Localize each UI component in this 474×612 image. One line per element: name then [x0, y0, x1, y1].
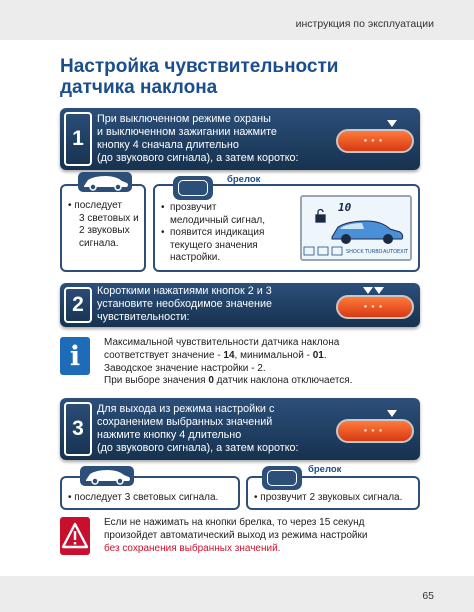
fob-button-4-icon: ●●● — [336, 129, 414, 153]
remote-signal-item — [161, 202, 265, 227]
info-fragment: . — [323, 349, 327, 361]
car-display-icon — [332, 221, 403, 244]
info-line — [104, 375, 353, 388]
info-fragment: При выборе значения — [104, 375, 209, 387]
page-number: 65 — [422, 590, 434, 602]
lcd-status-icons — [304, 247, 409, 255]
lcd-shock-label: SHOCK — [346, 249, 364, 255]
step-3-line: Для выхода из режима настройки с — [97, 403, 275, 415]
step-3-line: нажмите кнопку 4 длительно — [97, 429, 242, 441]
step-3-number: 3 — [64, 402, 92, 456]
footer-bar — [0, 576, 474, 612]
info-line: Максимальной чувствительности датчика наклона — [104, 337, 340, 348]
remote-signal-line: прозвучит — [170, 202, 217, 213]
lcd-turbo-label: TURBO — [365, 249, 383, 255]
fob-button-4-icon: ●●● — [336, 419, 414, 443]
remote-signal-item — [161, 227, 265, 265]
step-1-number: 1 — [64, 112, 92, 166]
info-zero-value: 0 — [208, 375, 214, 387]
info-icon: i — [60, 337, 90, 375]
remote-final-signals-box — [246, 464, 420, 510]
remote-signal-line: настройки. — [170, 252, 221, 264]
info-fragment: соответствует значение - — [104, 349, 224, 361]
car-final-signals-box — [60, 476, 240, 510]
lock-icon — [316, 210, 325, 223]
remote-signals-box — [153, 174, 420, 272]
remote-signal-line: появится индикация — [170, 227, 265, 239]
step-3-panel — [60, 398, 420, 460]
info-fragment: датчик наклона отключается. — [213, 375, 353, 387]
info-line: Заводское значение настройки - 2. — [104, 362, 266, 374]
press-long-arrow-icon — [387, 120, 397, 127]
car-signals-box — [60, 184, 146, 272]
step-1-line: кнопку 4 сначала длительно — [97, 139, 239, 151]
page-title-line-2: датчика наклона — [60, 77, 218, 98]
step-2-panel — [60, 283, 420, 327]
step-1-text — [97, 113, 299, 165]
car-signals-text — [68, 200, 139, 250]
step-2-text — [97, 285, 272, 324]
remote-final-signals-text: • прозвучит 2 звуковых сигнала. — [254, 492, 403, 503]
warning-line: произойдет автоматический выход из режима настройки — [104, 529, 368, 541]
info-line — [104, 350, 353, 363]
step-3-line: (до звукового сигнала), а затем коротко: — [97, 442, 299, 454]
step-1-line: (до звукового сигнала), а затем коротко: — [97, 152, 299, 164]
car-signals-line: сигнала. — [79, 237, 119, 249]
page-title-line-1: Настройка чувствительности — [60, 56, 339, 77]
car-signals-line: 3 световых и — [79, 212, 139, 224]
lcd-value: 10 — [338, 201, 352, 214]
car-signals-line: • последует — [68, 200, 122, 211]
car-signals-line: 2 звуковых — [79, 225, 130, 237]
warning-line: Если не нажимать на кнопки брелка, то через 15 секунд — [104, 517, 365, 528]
header-text: инструкция по эксплуатации — [295, 18, 434, 30]
remote-label: брелок — [308, 464, 342, 475]
step-1-panel — [60, 108, 420, 170]
remote-fob-icon — [262, 466, 302, 490]
bullet: • — [161, 227, 165, 239]
car-icon — [80, 466, 134, 486]
step-1-line: При выключенном режиме охраны — [97, 113, 271, 125]
info-max-value: 14 — [223, 349, 235, 361]
page-title — [60, 56, 360, 98]
step-1-line: и выключенном зажигании нажмите — [97, 126, 277, 138]
step-2-number: 2 — [64, 287, 92, 323]
lcd-auto-label: AUTO — [383, 249, 398, 255]
info-text — [104, 337, 353, 388]
remote-lcd-display — [300, 195, 412, 261]
remote-fob-icon — [173, 176, 213, 200]
remote-signal-line: текущего значения — [170, 239, 258, 251]
car-final-signals-text: • последует 3 световых сигнала. — [68, 492, 219, 503]
remote-signals-text — [161, 202, 265, 265]
press-short-arrow-icon — [363, 287, 373, 294]
step-2-line: Короткими нажатиями кнопок 2 и 3 — [97, 285, 272, 297]
car-icon — [78, 172, 132, 192]
remote-signal-line: мелодичный сигнал, — [170, 214, 266, 226]
bullet: • — [161, 202, 165, 213]
remote-label: брелок — [227, 174, 261, 185]
info-fragment: , минимальной - — [234, 349, 313, 361]
warning-line-highlight: без сохранения выбранных значений. — [104, 542, 281, 554]
fob-buttons-2-3-icon: ●●● — [336, 295, 414, 319]
lcd-exit-label: EXIT — [397, 249, 409, 255]
warning-text — [104, 517, 367, 555]
step-3-line: сохранением выбранных значений — [97, 416, 273, 428]
press-long-arrow-icon — [387, 410, 397, 417]
warning-icon — [60, 517, 90, 555]
step-3-text — [97, 403, 299, 455]
info-min-value: 01 — [312, 349, 324, 361]
step-2-line: установите необходимое значение — [97, 298, 272, 310]
step-2-line: чувствительности: — [97, 311, 190, 323]
press-short-arrow-icon — [374, 287, 384, 294]
